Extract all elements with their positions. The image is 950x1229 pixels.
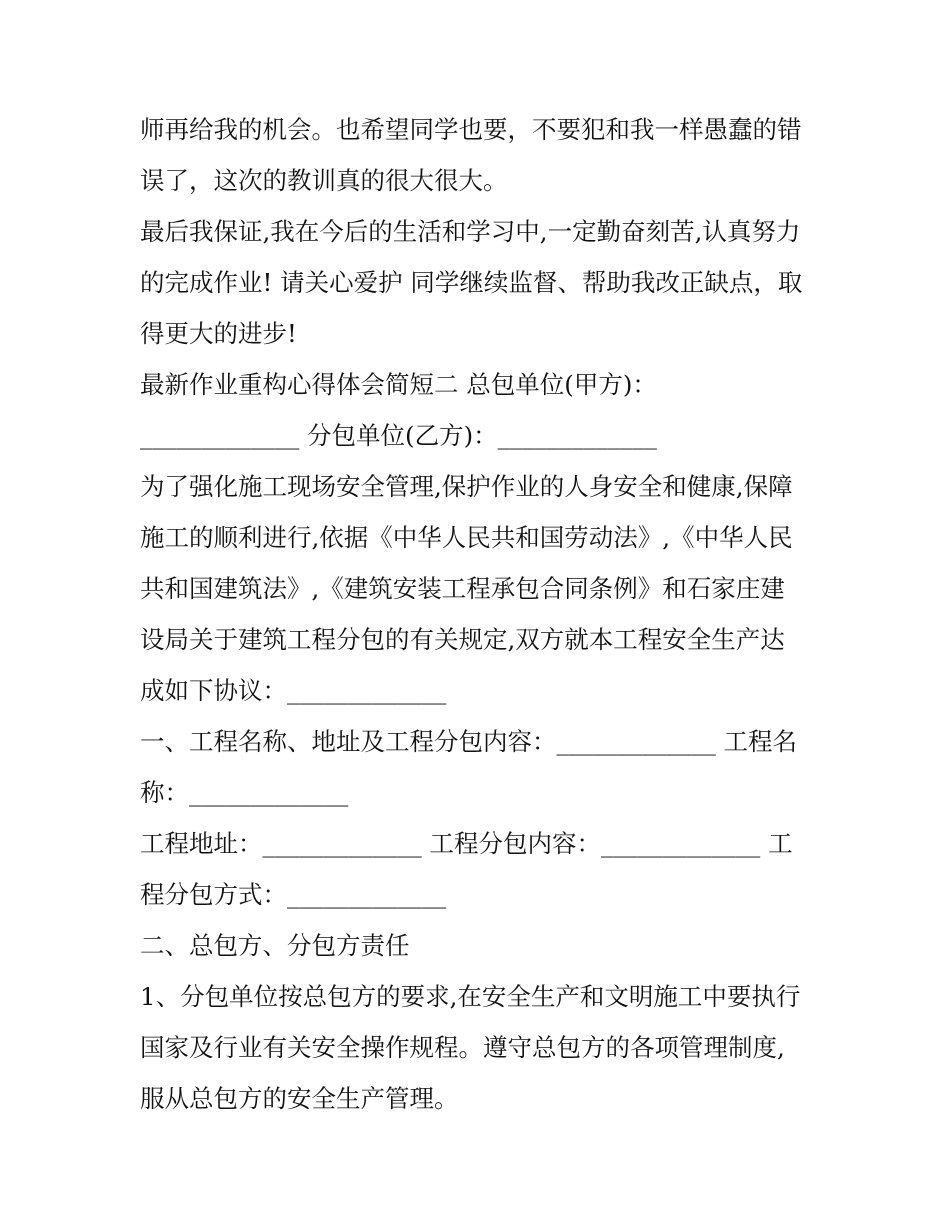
paragraph-line: 的完成作业! 请关心爱护 同学继续监督、帮助我改正缺点，取 [140, 268, 803, 297]
paragraph-line: 服从总包方的安全生产管理。 [140, 1084, 459, 1113]
paragraph-line: 工程地址：_____________ 工程分包内容：_____________ 工 [140, 829, 793, 858]
blank-fill-line: _____________ 分包单位(乙方)：_____________ [140, 421, 657, 450]
document-body [140, 104, 820, 1124]
paragraph-line: 误了，这次的教训真的很大很大。 [140, 166, 508, 195]
paragraph-line: 称：_____________ [140, 778, 349, 807]
paragraph-line: 一、工程名称、地址及工程分包内容：_____________ 工程名 [140, 727, 798, 756]
paragraph-line: 最后我保证,我在今后的生活和学习中,一定勤奋刻苦,认真努力 [140, 217, 801, 246]
paragraph-line: 为了强化施工现场安全管理,保护作业的人身安全和健康,保障 [140, 472, 793, 501]
paragraph-line: 设局关于建筑工程分包的有关规定,双方就本工程安全生产达 [140, 625, 785, 654]
paragraph-line: 共和国建筑法》,《建筑安装工程承包合同条例》和石家庄建 [140, 574, 785, 603]
paragraph-line: 程分包方式：_____________ [140, 880, 447, 909]
paragraph-line: 成如下协议：_____________ [140, 676, 447, 705]
paragraph-line: 施工的顺利进行,依据《中华人民共和国劳动法》,《中华人民 [140, 523, 793, 552]
section-heading-line: 最新作业重构心得体会简短二 总包单位(甲方)： [140, 370, 657, 399]
section-heading-line: 二、总包方、分包方责任 [140, 931, 410, 960]
paragraph-line: 师再给我的机会。也希望同学也要，不要犯和我一样愚蠢的错 [140, 115, 802, 144]
paragraph-line: 国家及行业有关安全操作规程。遵守总包方的各项管理制度, [140, 1033, 785, 1062]
paragraph-line: 得更大的进步! [140, 319, 297, 348]
paragraph-line: 1、分包单位按总包方的要求,在安全生产和文明施工中要执行 [140, 982, 801, 1011]
